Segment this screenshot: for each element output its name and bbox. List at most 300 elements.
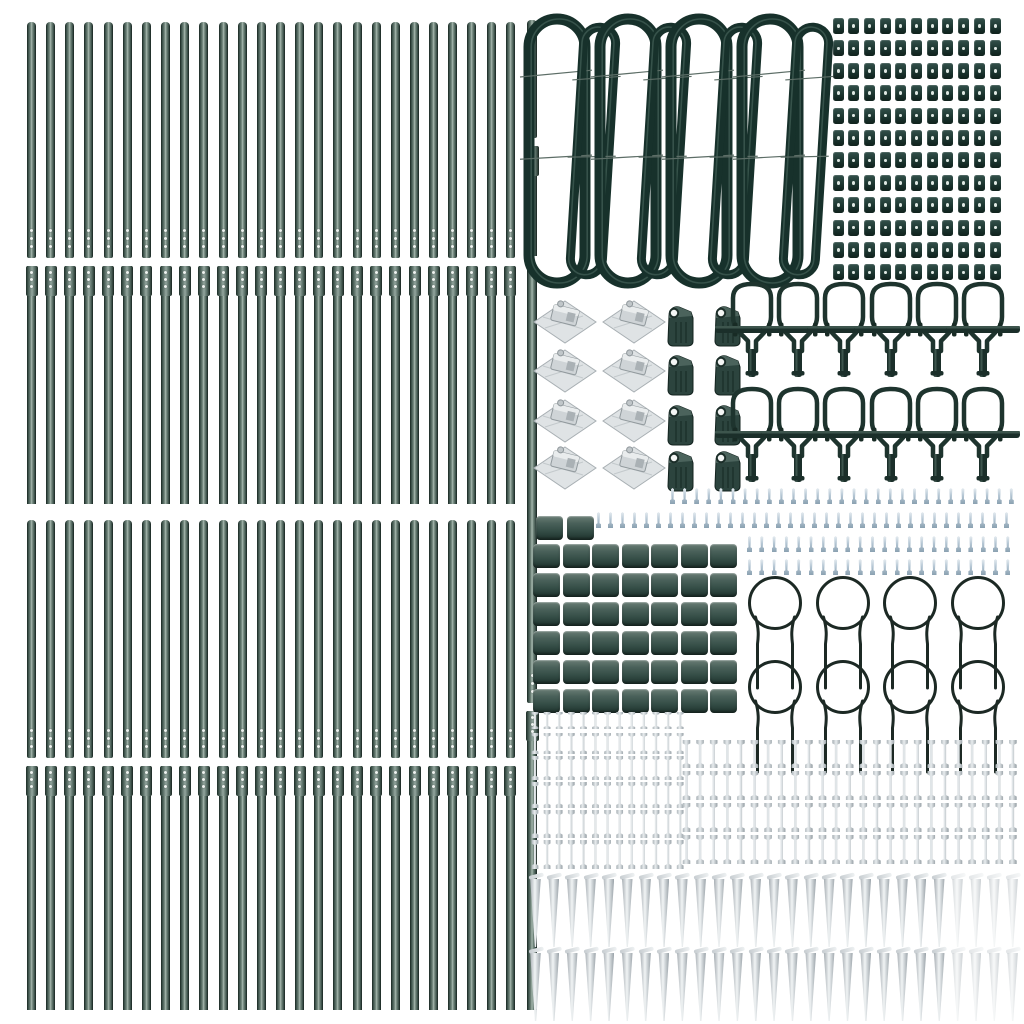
fence-pole-segment xyxy=(333,520,342,758)
mesh-clip xyxy=(848,108,859,124)
screw xyxy=(740,512,745,528)
post-clip xyxy=(651,602,678,626)
post-clip xyxy=(533,631,560,655)
mesh-clip xyxy=(848,130,859,146)
small-bolt xyxy=(543,712,551,729)
pole-hole xyxy=(241,778,244,781)
pole-hole xyxy=(145,271,148,274)
base-plate xyxy=(602,300,666,344)
screw xyxy=(747,559,752,575)
pole-hole xyxy=(394,737,397,740)
ground-spike-tab xyxy=(987,872,1003,880)
screw xyxy=(755,488,760,504)
small-bolt xyxy=(640,756,648,780)
mesh-clip xyxy=(895,197,906,213)
screw xyxy=(858,536,863,552)
pole-hole xyxy=(145,745,148,748)
ground-spike-tab xyxy=(913,946,929,954)
small-bolt xyxy=(592,712,600,729)
ground-spike xyxy=(585,953,596,1021)
screw xyxy=(1005,559,1010,575)
pole-hole xyxy=(107,737,110,740)
ground-spike xyxy=(658,953,669,1021)
mesh-clip xyxy=(880,264,891,280)
ground-spike xyxy=(842,879,853,947)
pole-hole xyxy=(509,745,512,748)
mesh-clip xyxy=(895,63,906,79)
mesh-clip xyxy=(864,40,875,56)
mesh-clip xyxy=(880,18,891,34)
fence-pole-segment xyxy=(104,266,113,504)
pole-hole xyxy=(126,278,129,281)
pole-hole xyxy=(509,771,512,774)
pole-hole xyxy=(413,729,416,732)
pole-hole xyxy=(394,229,397,232)
large-bolt xyxy=(913,803,922,832)
pole-hole xyxy=(509,778,512,781)
ground-spike xyxy=(769,879,780,947)
screw xyxy=(596,512,601,528)
screw xyxy=(968,512,973,528)
pole-hole xyxy=(260,229,263,232)
mesh-clip xyxy=(833,18,844,34)
screw xyxy=(896,512,901,528)
pole-hole xyxy=(356,785,359,788)
small-bolt xyxy=(640,810,648,838)
mesh-clip xyxy=(974,242,985,258)
pole-hole xyxy=(68,229,71,232)
fence-pole-segment xyxy=(410,520,419,758)
pole-hole xyxy=(68,729,71,732)
mesh-clip xyxy=(848,197,859,213)
screw xyxy=(882,559,887,575)
mesh-clip xyxy=(942,242,953,258)
small-bolt xyxy=(628,756,636,780)
screw xyxy=(980,512,985,528)
small-bolt xyxy=(604,782,612,808)
pole-hole xyxy=(126,237,129,240)
ground-spike xyxy=(585,879,596,947)
screw xyxy=(680,512,685,528)
fence-pole-segment xyxy=(142,520,151,758)
ground-spike xyxy=(567,879,578,947)
large-bolt xyxy=(859,803,868,832)
pole-hole xyxy=(509,278,512,281)
fence-pole-segment xyxy=(46,520,55,758)
pole-hole xyxy=(394,271,397,274)
pole-hole xyxy=(30,729,33,732)
fence-pole-segment xyxy=(84,520,93,758)
small-bolt xyxy=(555,712,563,729)
large-bolt xyxy=(696,803,705,832)
pole-hole xyxy=(87,737,90,740)
pole-hole xyxy=(356,285,359,288)
pole-hole xyxy=(375,237,378,240)
pole-hole xyxy=(87,229,90,232)
screw xyxy=(864,488,869,504)
mesh-clip xyxy=(942,175,953,191)
mesh-clip xyxy=(895,152,906,168)
pole-hole xyxy=(451,237,454,240)
pole-hole xyxy=(68,737,71,740)
corner-cap xyxy=(664,448,696,492)
mesh-clip xyxy=(958,220,969,236)
small-bolt xyxy=(592,756,600,780)
mesh-clip xyxy=(958,264,969,280)
pole-hole xyxy=(202,729,205,732)
pole-hole xyxy=(451,737,454,740)
pole-hole xyxy=(509,237,512,240)
mesh-clip xyxy=(833,220,844,236)
mesh-clip xyxy=(880,85,891,101)
small-bolt xyxy=(604,840,612,869)
screw xyxy=(845,559,850,575)
fence-pole-segment xyxy=(333,766,342,1010)
screw xyxy=(692,512,697,528)
fence-pole-segment xyxy=(104,766,113,1010)
corner-cap xyxy=(664,402,696,446)
pole-hole xyxy=(531,730,534,733)
screw xyxy=(944,512,949,528)
pole-hole xyxy=(470,745,473,748)
ground-spike xyxy=(915,953,926,1021)
mesh-clip xyxy=(927,130,938,146)
pole-hole xyxy=(279,285,282,288)
mesh-clip xyxy=(990,242,1001,258)
fence-pole-segment xyxy=(372,22,381,258)
screw xyxy=(993,559,998,575)
pole-hole xyxy=(279,271,282,274)
screw xyxy=(944,559,949,575)
screw xyxy=(632,512,637,528)
mesh-clip xyxy=(880,175,891,191)
small-bolt xyxy=(604,756,612,780)
mesh-clip xyxy=(864,220,875,236)
pole-hole xyxy=(68,245,71,248)
pole-hole xyxy=(222,245,225,248)
large-bolt xyxy=(886,835,895,864)
fence-pole-segment xyxy=(333,22,342,258)
screw xyxy=(908,512,913,528)
pole-hole xyxy=(30,229,33,232)
pole-hole xyxy=(298,229,301,232)
fence-pole-segment xyxy=(238,520,247,758)
screw xyxy=(716,512,721,528)
large-bolt xyxy=(995,835,1004,864)
pole-hole xyxy=(394,285,397,288)
pole-hole xyxy=(413,778,416,781)
pole-hole xyxy=(222,771,225,774)
mesh-clip xyxy=(911,152,922,168)
fence-pole-segment xyxy=(487,22,496,258)
large-bolt xyxy=(791,803,800,832)
pole-hole xyxy=(451,229,454,232)
pole-hole xyxy=(279,785,282,788)
ground-spike xyxy=(879,953,890,1021)
mesh-clip xyxy=(927,108,938,124)
small-bolt xyxy=(640,782,648,808)
pole-hole xyxy=(260,778,263,781)
ground-spike-tab xyxy=(620,872,636,880)
ground-spike-tab xyxy=(968,946,984,954)
corner-cap xyxy=(664,303,696,347)
post-clip xyxy=(533,544,560,568)
pole-hole xyxy=(356,771,359,774)
screw xyxy=(759,559,764,575)
small-bolt xyxy=(592,782,600,808)
pole-hole xyxy=(413,785,416,788)
fence-pole-segment xyxy=(199,766,208,1010)
pole-hole xyxy=(490,278,493,281)
mesh-clip xyxy=(864,63,875,79)
pole-hole xyxy=(531,716,534,719)
mesh-clip xyxy=(833,242,844,258)
ground-spike xyxy=(622,953,633,1021)
pole-hole xyxy=(107,785,110,788)
ground-spike xyxy=(787,879,798,947)
ground-spike xyxy=(989,879,1000,947)
ground-spike xyxy=(970,879,981,947)
fence-pole-segment xyxy=(467,22,476,258)
ground-spike-tab xyxy=(767,872,783,880)
ground-spike xyxy=(548,953,559,1021)
mesh-clip xyxy=(880,197,891,213)
fence-pole-segment xyxy=(65,266,74,504)
ground-spike xyxy=(860,879,871,947)
pole-hole xyxy=(202,237,205,240)
mesh-clip xyxy=(864,85,875,101)
mesh-clip xyxy=(974,264,985,280)
fence-pole-segment xyxy=(161,266,170,504)
ground-spike-tab xyxy=(675,946,691,954)
pole-hole xyxy=(394,778,397,781)
fence-pole-segment xyxy=(257,266,266,504)
screw xyxy=(821,559,826,575)
pole-hole xyxy=(241,245,244,248)
mesh-clip xyxy=(895,264,906,280)
mesh-clip xyxy=(990,197,1001,213)
mesh-clip xyxy=(848,40,859,56)
mesh-clip xyxy=(990,18,1001,34)
small-bolt xyxy=(664,782,672,808)
pole-hole xyxy=(336,737,339,740)
mesh-clip xyxy=(895,40,906,56)
large-bolt xyxy=(682,835,691,864)
pole-hole xyxy=(49,745,52,748)
ground-spike xyxy=(548,879,559,947)
small-bolt xyxy=(555,756,563,780)
mesh-clip xyxy=(974,40,985,56)
ground-spike xyxy=(750,953,761,1021)
fence-pole-segment xyxy=(429,520,438,758)
small-bolt xyxy=(664,756,672,780)
mesh-clip xyxy=(990,220,1001,236)
pole-hole xyxy=(107,271,110,274)
large-bolt xyxy=(723,835,732,864)
ground-spike-tab xyxy=(895,946,911,954)
pole-hole xyxy=(241,229,244,232)
screw xyxy=(907,559,912,575)
pole-hole xyxy=(49,229,52,232)
mesh-clip xyxy=(864,175,875,191)
base-plate xyxy=(533,349,597,393)
ground-spike xyxy=(677,879,688,947)
pole-hole xyxy=(490,285,493,288)
pole-hole xyxy=(317,229,320,232)
pole-hole xyxy=(336,729,339,732)
screw xyxy=(833,559,838,575)
pole-hole xyxy=(490,245,493,248)
mesh-clip xyxy=(958,40,969,56)
pole-hole xyxy=(241,729,244,732)
mesh-clip xyxy=(990,63,1001,79)
pole-hole xyxy=(87,237,90,240)
mesh-clip xyxy=(895,242,906,258)
screw xyxy=(848,512,853,528)
screw xyxy=(827,488,832,504)
small-bolt xyxy=(543,840,551,869)
post-clip xyxy=(681,544,708,568)
pole-hole xyxy=(107,245,110,248)
fence-pole-segment xyxy=(238,22,247,258)
post-clip xyxy=(651,689,678,713)
pole-hole xyxy=(279,229,282,232)
mesh-clip xyxy=(848,18,859,34)
small-bolt xyxy=(640,733,648,754)
mesh-clip xyxy=(833,197,844,213)
pole-hole xyxy=(260,271,263,274)
screw xyxy=(779,488,784,504)
screw xyxy=(704,512,709,528)
small-bolt xyxy=(628,782,636,808)
pole-hole xyxy=(470,245,473,248)
screw xyxy=(833,536,838,552)
fence-pole-segment xyxy=(353,520,362,758)
fence-pole-segment xyxy=(65,520,74,758)
post-clip xyxy=(563,544,590,568)
pole-hole xyxy=(317,729,320,732)
pole-hole xyxy=(145,285,148,288)
ground-spike xyxy=(934,879,945,947)
pole-hole xyxy=(49,245,52,248)
mesh-clip xyxy=(974,220,985,236)
mesh-clip xyxy=(880,63,891,79)
small-bolt xyxy=(567,712,575,729)
pole-hole xyxy=(432,229,435,232)
pole-hole xyxy=(164,745,167,748)
pole-hole xyxy=(432,745,435,748)
ground-spike-tab xyxy=(565,872,581,880)
mesh-clip xyxy=(880,40,891,56)
pole-hole xyxy=(30,237,33,240)
mesh-clip xyxy=(927,220,938,236)
mesh-clip xyxy=(880,130,891,146)
mesh-clip xyxy=(990,175,1001,191)
pole-hole xyxy=(222,285,225,288)
mesh-clip xyxy=(974,175,985,191)
mesh-clip xyxy=(911,264,922,280)
post-clip xyxy=(622,544,649,568)
ground-spike-tab xyxy=(840,946,856,954)
pole-hole xyxy=(126,229,129,232)
pole-hole xyxy=(490,737,493,740)
screw xyxy=(644,512,649,528)
post-clip xyxy=(710,602,737,626)
ground-spike xyxy=(640,953,651,1021)
screw xyxy=(668,512,673,528)
screw xyxy=(936,488,941,504)
fence-pole-segment xyxy=(276,22,285,258)
ground-spike-tab xyxy=(601,946,617,954)
large-bolt xyxy=(709,803,718,832)
small-bolt xyxy=(640,712,648,729)
pole-hole xyxy=(145,729,148,732)
mesh-clip xyxy=(942,197,953,213)
pole-hole xyxy=(394,729,397,732)
pole-hole xyxy=(394,278,397,281)
mesh-clip xyxy=(864,197,875,213)
pole-hole xyxy=(470,229,473,232)
screw xyxy=(1005,536,1010,552)
screw xyxy=(784,536,789,552)
post-clip xyxy=(533,689,560,713)
large-bolt xyxy=(1008,771,1017,800)
fence-pole-segment xyxy=(161,520,170,758)
screw xyxy=(956,536,961,552)
mesh-clip xyxy=(895,18,906,34)
screw xyxy=(956,512,961,528)
post-clip xyxy=(681,689,708,713)
base-plate xyxy=(533,300,597,344)
pole-hole xyxy=(145,737,148,740)
pole-hole xyxy=(222,737,225,740)
screw xyxy=(997,488,1002,504)
ground-spike-tab xyxy=(656,946,672,954)
pole-hole xyxy=(107,278,110,281)
mesh-clip xyxy=(927,63,938,79)
large-bolt xyxy=(927,835,936,864)
screw xyxy=(743,488,748,504)
pole-hole xyxy=(279,778,282,781)
pole-hole xyxy=(126,245,129,248)
screw xyxy=(772,536,777,552)
ground-spike-tab xyxy=(601,872,617,880)
large-bolt xyxy=(777,835,786,864)
pole-hole xyxy=(375,745,378,748)
small-bolt xyxy=(616,782,624,808)
small-bolt xyxy=(676,712,684,729)
mesh-clip xyxy=(974,18,985,34)
pole-hole xyxy=(509,729,512,732)
pole-hole xyxy=(375,245,378,248)
pole-hole xyxy=(260,785,263,788)
fence-pole-segment xyxy=(295,266,304,504)
mesh-clip xyxy=(927,242,938,258)
small-bolt xyxy=(579,712,587,729)
pole-hole xyxy=(222,778,225,781)
screw xyxy=(608,512,613,528)
large-bolt xyxy=(723,740,732,768)
post-clip xyxy=(533,602,560,626)
pole-hole xyxy=(279,245,282,248)
screw xyxy=(836,512,841,528)
pole-hole xyxy=(145,778,148,781)
fence-pole-segment xyxy=(276,266,285,504)
mesh-clip xyxy=(990,85,1001,101)
mesh-clip xyxy=(864,130,875,146)
mesh-clip xyxy=(942,85,953,101)
screw xyxy=(845,536,850,552)
